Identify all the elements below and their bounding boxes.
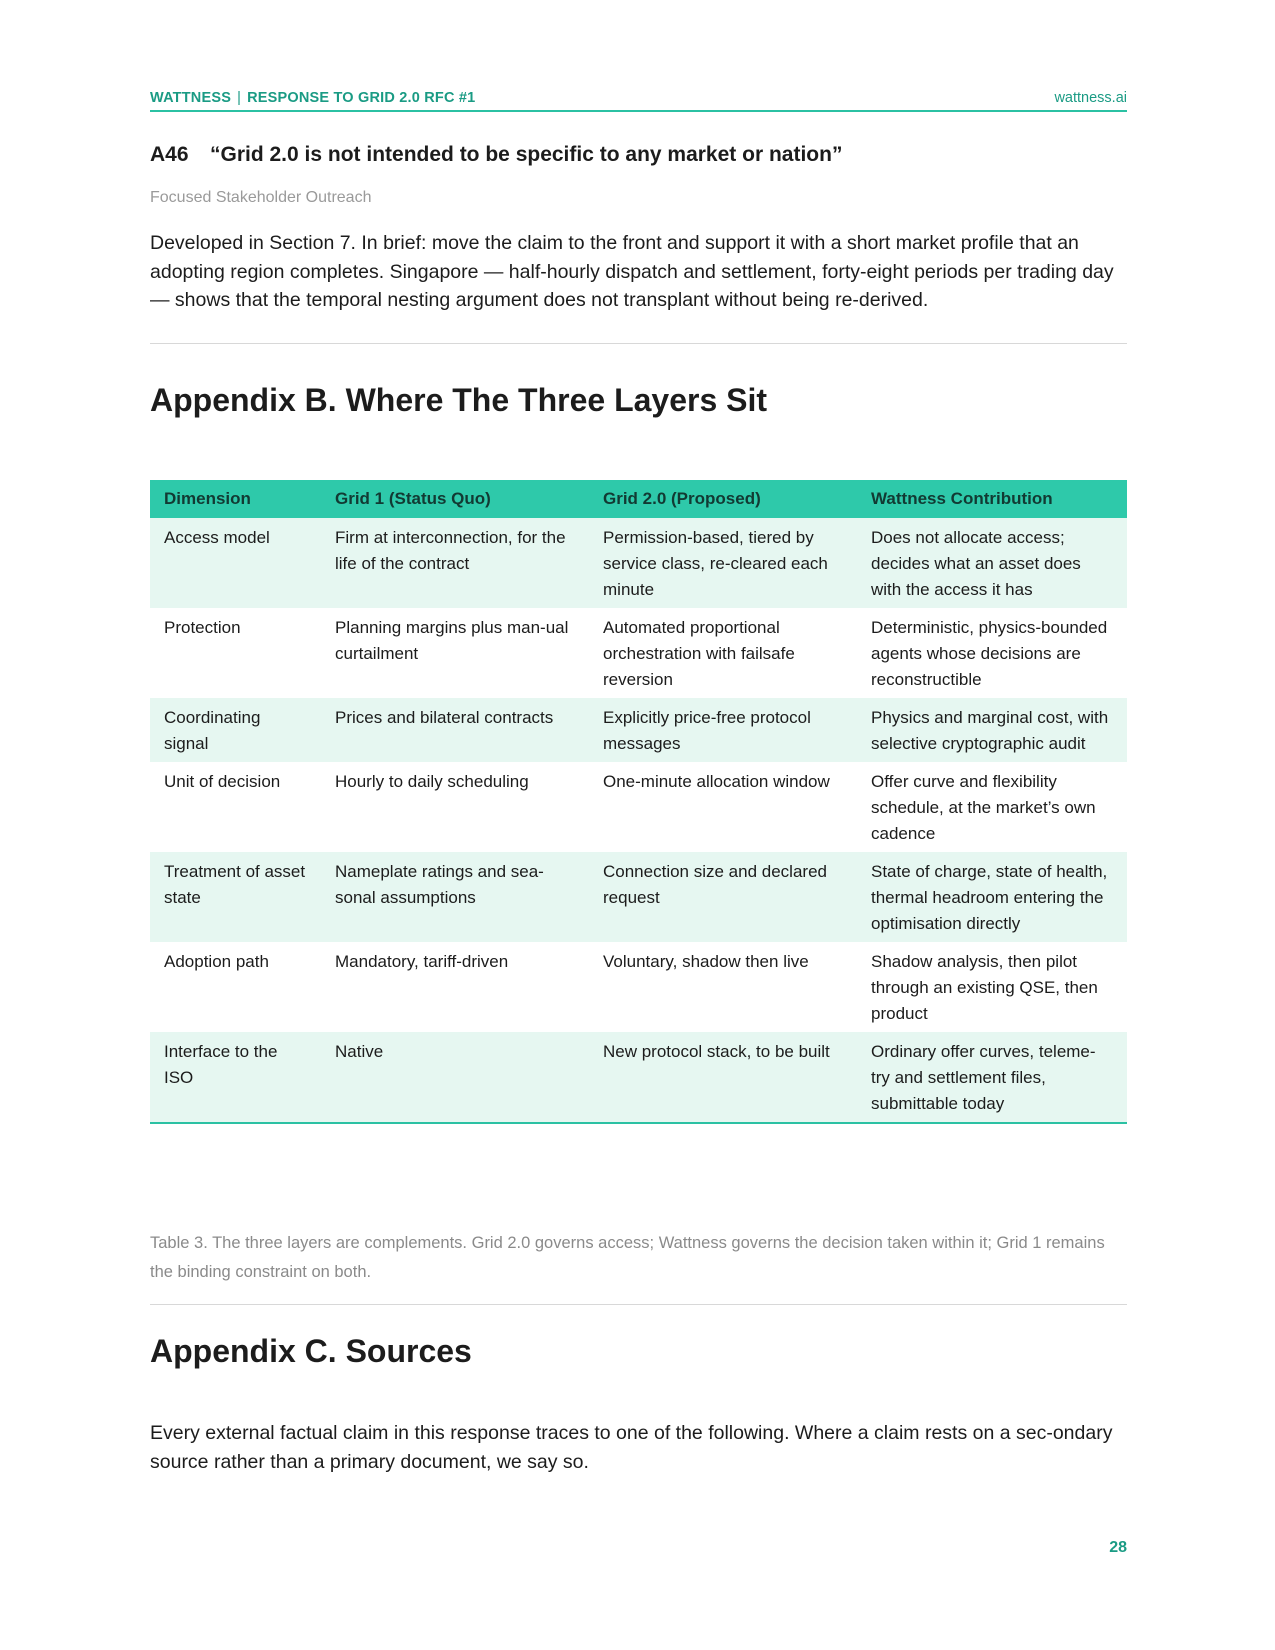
table-cell: Prices and bilateral contracts <box>321 698 589 762</box>
table-cell: Treatment of asset state <box>150 852 321 942</box>
table-cell: New protocol stack, to be built <box>589 1032 857 1123</box>
item-number: A46 <box>150 143 189 166</box>
column-header: Grid 2.0 (Proposed) <box>589 480 857 518</box>
table-caption: Table 3. The three layers are complements. Grid 2.0 governs access; Wattness governs the decision taken within it; Grid 1 remains the binding constraint on both. <box>150 1234 1105 1281</box>
table-cell: Unit of decision <box>164 772 281 791</box>
appendix-c-heading: Appendix C. Sources <box>150 1333 472 1369</box>
table-row <box>150 852 1127 942</box>
section-divider <box>150 343 1127 344</box>
item-heading <box>150 143 842 167</box>
table-cell: Does not allocate access; decides what an asset does with the access it has <box>857 518 1127 608</box>
table-row <box>150 698 1127 762</box>
running-header <box>150 90 1127 112</box>
table-cell: Coordinating signal <box>150 698 321 762</box>
table-cell: Hourly to daily scheduling <box>335 772 529 791</box>
column-header: Dimension <box>150 480 321 518</box>
table-cell: Protection <box>164 618 241 637</box>
header-doc-title: RESPONSE TO GRID 2.0 RFC #1 <box>247 90 476 106</box>
table-cell: Nameplate ratings and sea-sonal assumptions <box>321 852 589 942</box>
appendix-c-body: Every external factual claim in this response traces to one of the following. Where a claim rests on a sec-ondary source rather than a primary document, we say so. <box>150 1422 1113 1473</box>
table-cell: Offer curve and flexibility schedule, at the market’s own cadence <box>871 772 1096 843</box>
table-cell: Planning margins plus man-ual curtailment <box>335 618 569 663</box>
table-cell: Voluntary, shadow then live <box>603 952 809 971</box>
table-row <box>150 1032 1127 1123</box>
table-header-row <box>150 480 1127 518</box>
table-row <box>150 762 1127 852</box>
table-cell: Automated proportional orchestration with failsafe reversion <box>603 618 795 689</box>
column-header: Wattness Contribution <box>857 480 1127 518</box>
section-divider <box>150 1304 1127 1305</box>
table-cell: State of charge, state of health, thermal headroom entering the optimisation directly <box>857 852 1127 942</box>
table-cell: Physics and marginal cost, with selective cryptographic audit <box>857 698 1127 762</box>
layers-table <box>150 480 1127 1124</box>
table-cell: Ordinary offer curves, teleme-try and settlement files, submittable today <box>857 1032 1127 1123</box>
item-category: Focused Stakeholder Outreach <box>150 189 372 206</box>
table-row <box>150 942 1127 1032</box>
table-row <box>150 518 1127 608</box>
table-cell: One-minute allocation window <box>603 772 830 791</box>
header-separator: | <box>237 90 242 106</box>
column-header: Grid 1 (Status Quo) <box>321 480 589 518</box>
table-cell: Access model <box>150 518 321 608</box>
item-title: “Grid 2.0 is not intended to be specific to any market or nation” <box>210 143 843 166</box>
table-cell: Shadow analysis, then pilot through an existing QSE, then product <box>871 952 1098 1023</box>
table-cell: Permission-based, tiered by service class, re-cleared each minute <box>589 518 857 608</box>
header-brand: WATTNESS <box>150 90 232 106</box>
header-site-link[interactable]: wattness.ai <box>1054 90 1127 106</box>
table-cell: Interface to the ISO <box>150 1032 321 1123</box>
table-cell: Native <box>321 1032 589 1123</box>
page-number: 28 <box>1109 1539 1127 1556</box>
table-cell: Deterministic, physics-bounded agents whose decisions are reconstructible <box>871 618 1108 689</box>
table-cell: Mandatory, tariff-driven <box>335 952 509 971</box>
appendix-b-heading: Appendix B. Where The Three Layers Sit <box>150 382 768 418</box>
table-cell: Explicitly price-free protocol messages <box>589 698 857 762</box>
item-body: Developed in Section 7. In brief: move the claim to the front and support it with a short market profile that an adopting region completes. Singapore — half-hourly dispatch and settlement, forty-eight periods per trading day — shows that the temporal nesting argument does not transplant without being re-derived. <box>150 232 1114 311</box>
table-cell: Adoption path <box>164 952 269 971</box>
table-cell: Connection size and declared request <box>589 852 857 942</box>
table-cell: Firm at interconnection, for the life of the contract <box>321 518 589 608</box>
header-title <box>150 90 475 106</box>
table-row <box>150 608 1127 698</box>
